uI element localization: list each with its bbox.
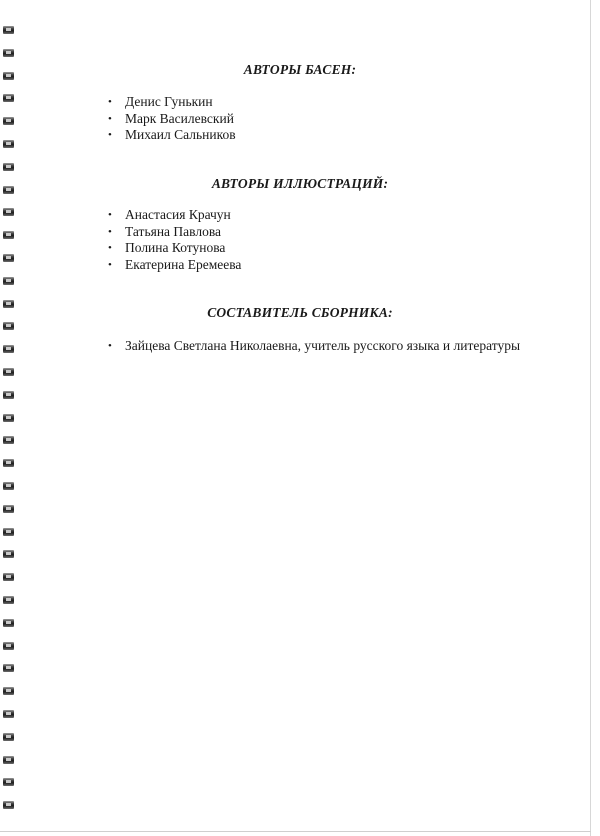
list-item: • Анастасия Крачун [108,207,231,222]
spiral-ring-icon [3,801,14,809]
list-item: • Марк Василевский [108,110,234,126]
list-item: • Полина Котунова [108,240,226,255]
bullet-icon: • [108,258,112,271]
spiral-binding [3,26,17,824]
spiral-ring-icon [3,733,14,741]
section-title-fable-authors: АВТОРЫ БАСЕН: [243,62,357,77]
list-item: • Михаил Сальников [108,127,236,142]
page-edge-bottom [0,831,591,832]
bullet-icon: • [108,112,112,125]
spiral-ring-icon [3,642,14,650]
list-compiler [108,338,520,355]
spiral-ring-icon [3,117,14,125]
spiral-ring-icon [3,345,14,353]
list-illustration-authors [108,207,241,273]
spiral-ring-icon [3,368,14,376]
spiral-ring-icon [3,778,14,786]
spiral-ring-icon [3,687,14,695]
section-title-compiler: СОСТАВИТЕЛЬ СБОРНИКА: [207,305,393,320]
spiral-ring-icon [3,140,14,148]
spiral-ring-icon [3,482,14,490]
spiral-ring-icon [3,391,14,399]
list-fable-authors [108,94,236,144]
bullet-icon: • [108,225,112,238]
spiral-ring-icon [3,436,14,444]
list-item: • Татьяна Павлова [108,223,222,239]
spiral-ring-icon [3,94,14,102]
spiral-ring-icon [3,664,14,672]
bullet-icon: • [108,129,112,141]
spiral-ring-icon [3,277,14,285]
bullet-icon: • [108,209,112,221]
bullet-icon: • [108,340,112,352]
spiral-ring-icon [3,459,14,467]
spiral-ring-icon [3,550,14,558]
list-item: • Денис Гунькин [108,94,213,109]
spiral-ring-icon [3,710,14,718]
spiral-ring-icon [3,26,14,34]
spiral-ring-icon [3,322,14,330]
spiral-ring-icon [3,254,14,262]
list-item: • Зайцева Светлана Николаевна, учитель русского языка и литературы [108,338,521,353]
spiral-ring-icon [3,414,14,422]
spiral-ring-icon [3,208,14,216]
spiral-ring-icon [3,231,14,239]
bullet-icon: • [108,242,112,254]
spiral-ring-icon [3,49,14,57]
spiral-ring-icon [3,756,14,764]
bullet-icon: • [108,96,112,108]
list-item: • Екатерина Еремеева [108,256,242,272]
spiral-ring-icon [3,163,14,171]
spiral-ring-icon [3,619,14,627]
spiral-ring-icon [3,505,14,513]
spiral-ring-icon [3,573,14,581]
spiral-ring-icon [3,596,14,604]
section-title-illustration-authors: АВТОРЫ ИЛЛЮСТРАЦИЙ: [211,176,389,191]
spiral-ring-icon [3,528,14,536]
page-edge-right [590,0,591,836]
